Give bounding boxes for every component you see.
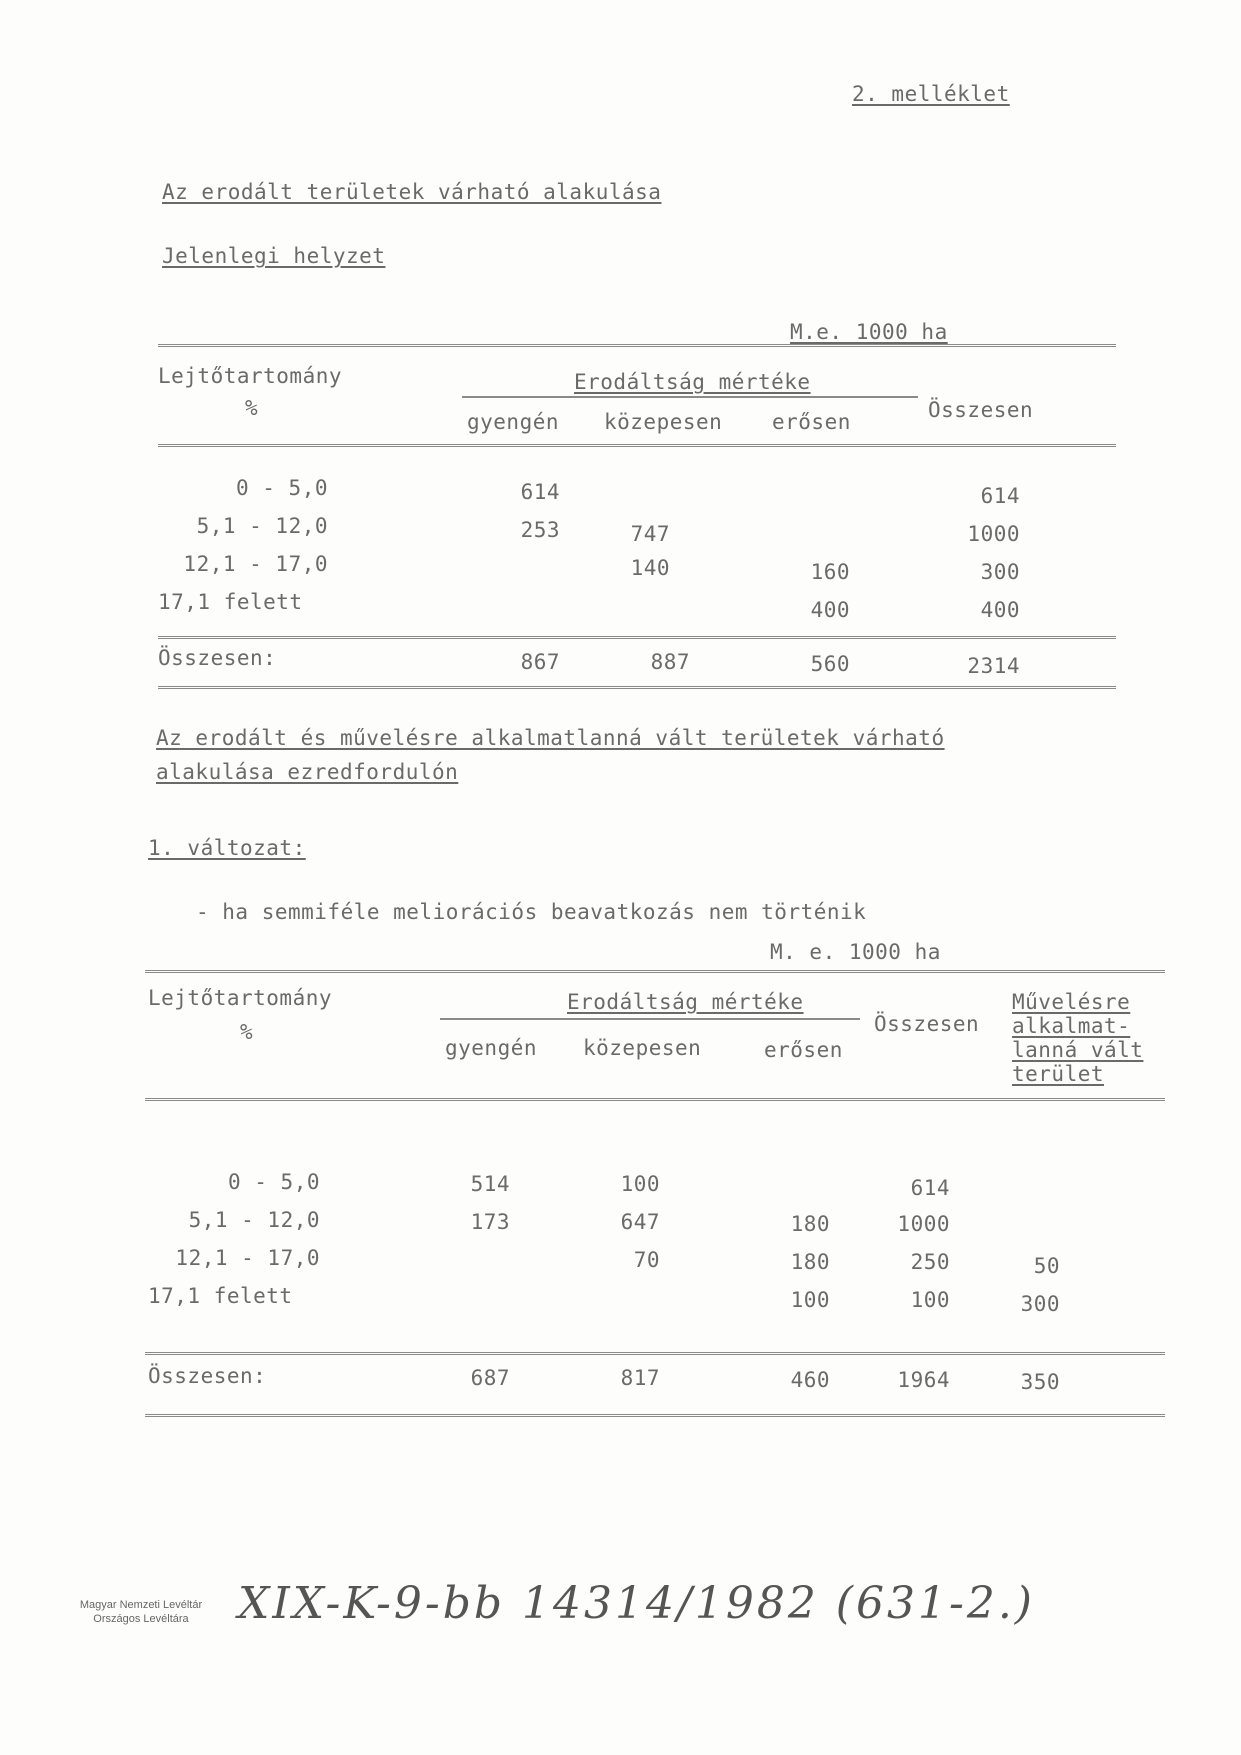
table-rule bbox=[158, 444, 1116, 447]
table-rule bbox=[158, 636, 1116, 639]
col-header-total: Összesen bbox=[928, 398, 1034, 422]
cell-weak: 614 bbox=[520, 480, 560, 504]
cell-sum-weak: 867 bbox=[520, 650, 560, 674]
section-title-2-line2: alakulása ezredfordulón bbox=[156, 760, 459, 784]
cell-sum-weak: 687 bbox=[470, 1366, 510, 1390]
variant-note: - ha semmiféle meliorációs beavatkozás nem történik bbox=[196, 900, 867, 924]
section-current-state: Jelenlegi helyzet bbox=[162, 244, 386, 268]
header-rule bbox=[440, 1018, 860, 1020]
cell-sum-unfit: 350 bbox=[1020, 1370, 1060, 1394]
col-header-slope-unit: % bbox=[240, 1020, 254, 1044]
cell-total: 1000 bbox=[897, 1212, 950, 1236]
cell-slope: 12,1 - 17,0 bbox=[175, 1246, 320, 1270]
cell-strong: 180 bbox=[790, 1250, 830, 1274]
cell-strong: 100 bbox=[790, 1288, 830, 1312]
table-rule bbox=[145, 1098, 1165, 1101]
cell-sum-total: 1964 bbox=[897, 1368, 950, 1392]
cell-total: 1000 bbox=[967, 522, 1020, 546]
cell-weak: 173 bbox=[470, 1210, 510, 1234]
cell-total: 250 bbox=[910, 1250, 950, 1274]
cell-strong: 400 bbox=[810, 598, 850, 622]
col-header-unfit: alkalmat- bbox=[1012, 1014, 1131, 1038]
cell-total: 400 bbox=[980, 598, 1020, 622]
unit-label: M. e. 1000 ha bbox=[770, 940, 941, 964]
col-header-unfit: lanná vált bbox=[1012, 1038, 1144, 1062]
cell-medium: 747 bbox=[630, 522, 670, 546]
col-header-unfit: Művelésre bbox=[1012, 990, 1131, 1014]
cell-medium: 140 bbox=[630, 556, 670, 580]
cell-total: 100 bbox=[910, 1288, 950, 1312]
col-header-medium: közepesen bbox=[604, 410, 723, 434]
col-header-total: Összesen bbox=[874, 1012, 980, 1036]
cell-slope: 17,1 felett bbox=[148, 1284, 293, 1308]
cell-weak: 253 bbox=[520, 518, 560, 542]
cell-medium: 647 bbox=[620, 1210, 660, 1234]
cell-strong: 180 bbox=[790, 1212, 830, 1236]
cell-medium: 70 bbox=[633, 1248, 660, 1272]
col-header-slope: Lejtőtartomány bbox=[158, 364, 343, 388]
cell-unfit: 300 bbox=[1020, 1292, 1060, 1316]
cell-sum-strong: 560 bbox=[810, 652, 850, 676]
page-title: Az erodált területek várható alakulása bbox=[162, 180, 662, 204]
cell-total: 614 bbox=[910, 1176, 950, 1200]
unit-label: M.e. 1000 ha bbox=[790, 320, 948, 344]
col-header-unfit: terület bbox=[1012, 1062, 1105, 1086]
table-rule bbox=[145, 970, 1165, 973]
variant-heading: 1. változat: bbox=[148, 836, 306, 860]
cell-strong: 160 bbox=[810, 560, 850, 584]
col-header-slope-unit: % bbox=[245, 396, 259, 420]
cell-sum-label: Összesen: bbox=[148, 1364, 267, 1388]
cell-slope: 5,1 - 12,0 bbox=[188, 1208, 320, 1232]
cell-weak: 514 bbox=[470, 1172, 510, 1196]
col-header-medium: közepesen bbox=[583, 1036, 702, 1060]
col-header-erosion: Erodáltság mértéke bbox=[574, 370, 811, 394]
cell-slope: 12,1 - 17,0 bbox=[183, 552, 328, 576]
cell-sum-medium: 817 bbox=[620, 1366, 660, 1390]
stamp-line: Országos Levéltára bbox=[93, 1613, 189, 1625]
stamp-line: Magyar Nemzeti Levéltár bbox=[79, 1599, 203, 1611]
cell-slope: 5,1 - 12,0 bbox=[196, 514, 328, 538]
col-header-slope: Lejtőtartomány bbox=[148, 986, 333, 1010]
cell-unfit: 50 bbox=[1033, 1254, 1060, 1278]
header-rule bbox=[462, 396, 918, 398]
archive-reference: XIX-K-9-bb 14314/1982 (631-2.) bbox=[238, 1578, 1035, 1629]
cell-sum-total: 2314 bbox=[967, 654, 1020, 678]
table-rule bbox=[145, 1352, 1165, 1355]
col-header-weak: gyengén bbox=[467, 410, 560, 434]
col-header-erosion: Erodáltság mértéke bbox=[567, 990, 804, 1014]
archive-stamp bbox=[66, 1598, 216, 1626]
cell-medium: 100 bbox=[620, 1172, 660, 1196]
section-title-2-line1: Az erodált és művelésre alkalmatlanná vált területek várható bbox=[156, 726, 945, 750]
col-header-weak: gyengén bbox=[445, 1036, 538, 1060]
cell-total: 614 bbox=[980, 484, 1020, 508]
cell-sum-medium: 887 bbox=[650, 650, 690, 674]
annex-label: 2. melléklet bbox=[852, 82, 1010, 106]
cell-slope: 0 - 5,0 bbox=[235, 476, 328, 500]
cell-slope: 17,1 felett bbox=[158, 590, 303, 614]
table-rule bbox=[145, 1414, 1165, 1417]
table-rule bbox=[158, 686, 1116, 689]
table-rule bbox=[158, 344, 1116, 347]
col-header-strong: erősen bbox=[764, 1038, 843, 1062]
col-header-strong: erősen bbox=[772, 410, 851, 434]
cell-sum-strong: 460 bbox=[790, 1368, 830, 1392]
cell-total: 300 bbox=[980, 560, 1020, 584]
cell-slope: 0 - 5,0 bbox=[227, 1170, 320, 1194]
cell-sum-label: Összesen: bbox=[158, 646, 277, 670]
